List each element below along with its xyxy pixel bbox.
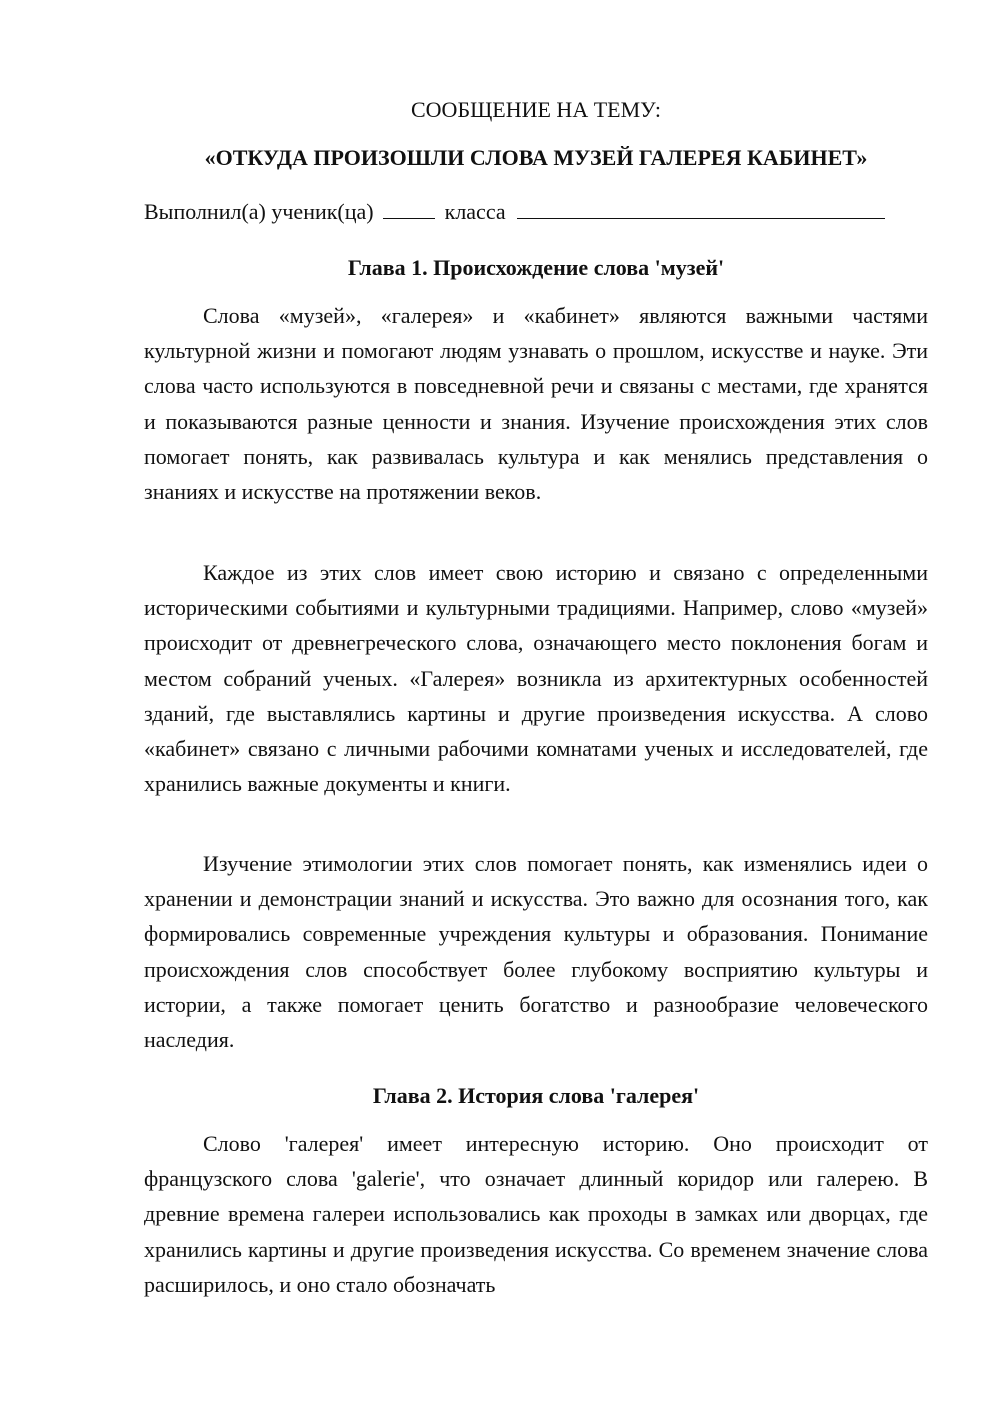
chapter-1-paragraph: Каждое из этих слов имеет свою историю и связано с определенными историческими событиями и культурными традициями. Например, слово «музей» происходит от древнегреческого слова, означающего место поклонения богам и местом собраний ученых. «Галерея» возникла из архитектурных особенностей зданий, где выставлялись картины и другие произведения искусства. А слово «кабинет» связано с личными рабочими комнатами ученых и исследователей, где хранились важные документы и книги. — [144, 560, 928, 797]
author-line — [144, 198, 928, 226]
chapter-2-paragraph: Слово 'галерея' имеет интересную историю. Оно происходит от французского слова 'galerie', что означает длинный коридор или галерею. В древние времена галереи использовались как проходы в замках или дворцах, где хранились картины и другие произведения искусства. Со временем значение слова расширилось, и оно стало обозначать — [144, 1131, 928, 1297]
document-title-line-2: «ОТКУДА ПРОИЗОШЛИ СЛОВА МУЗЕЙ ГАЛЕРЕЯ КАБИНЕТ» — [204, 145, 868, 170]
class-number-blank — [383, 198, 435, 219]
chapter-2-heading: Глава 2. История слова 'галерея' — [372, 1083, 700, 1108]
performed-by-label: Выполнил(а) ученик(ца) — [144, 199, 374, 224]
class-label: класса — [444, 199, 506, 224]
chapter-1-heading: Глава 1. Происхождение слова 'музей' — [347, 255, 725, 280]
document-title-line-1: СООБЩЕНИЕ НА ТЕМУ: — [411, 97, 661, 122]
chapter-1-paragraph: Слова «музей», «галерея» и «кабинет» являются важными частями культурной жизни и помогают людям узнавать о прошлом, искусстве и науке. Эти слова часто используются в повседневной речи и связаны с местами, где хранятся и показываются разные ценности и знания. Изучение происхождения этих слов помогает понять, как развивалась культура и как менялись представления о знаниях и искусстве на протяжении веков. — [144, 303, 928, 505]
student-name-blank — [517, 198, 885, 219]
chapter-1-paragraph: Изучение этимологии этих слов помогает понять, как изменялись идеи о хранении и демонстрации знаний и искусства. Это важно для осознания того, как формировались современные учреждения культуры и образования. Понимание происхождения слов способствует более глубокому восприятию культуры и истории, а также помогает ценить богатство и разнообразие человеческого наследия. — [144, 851, 928, 1053]
